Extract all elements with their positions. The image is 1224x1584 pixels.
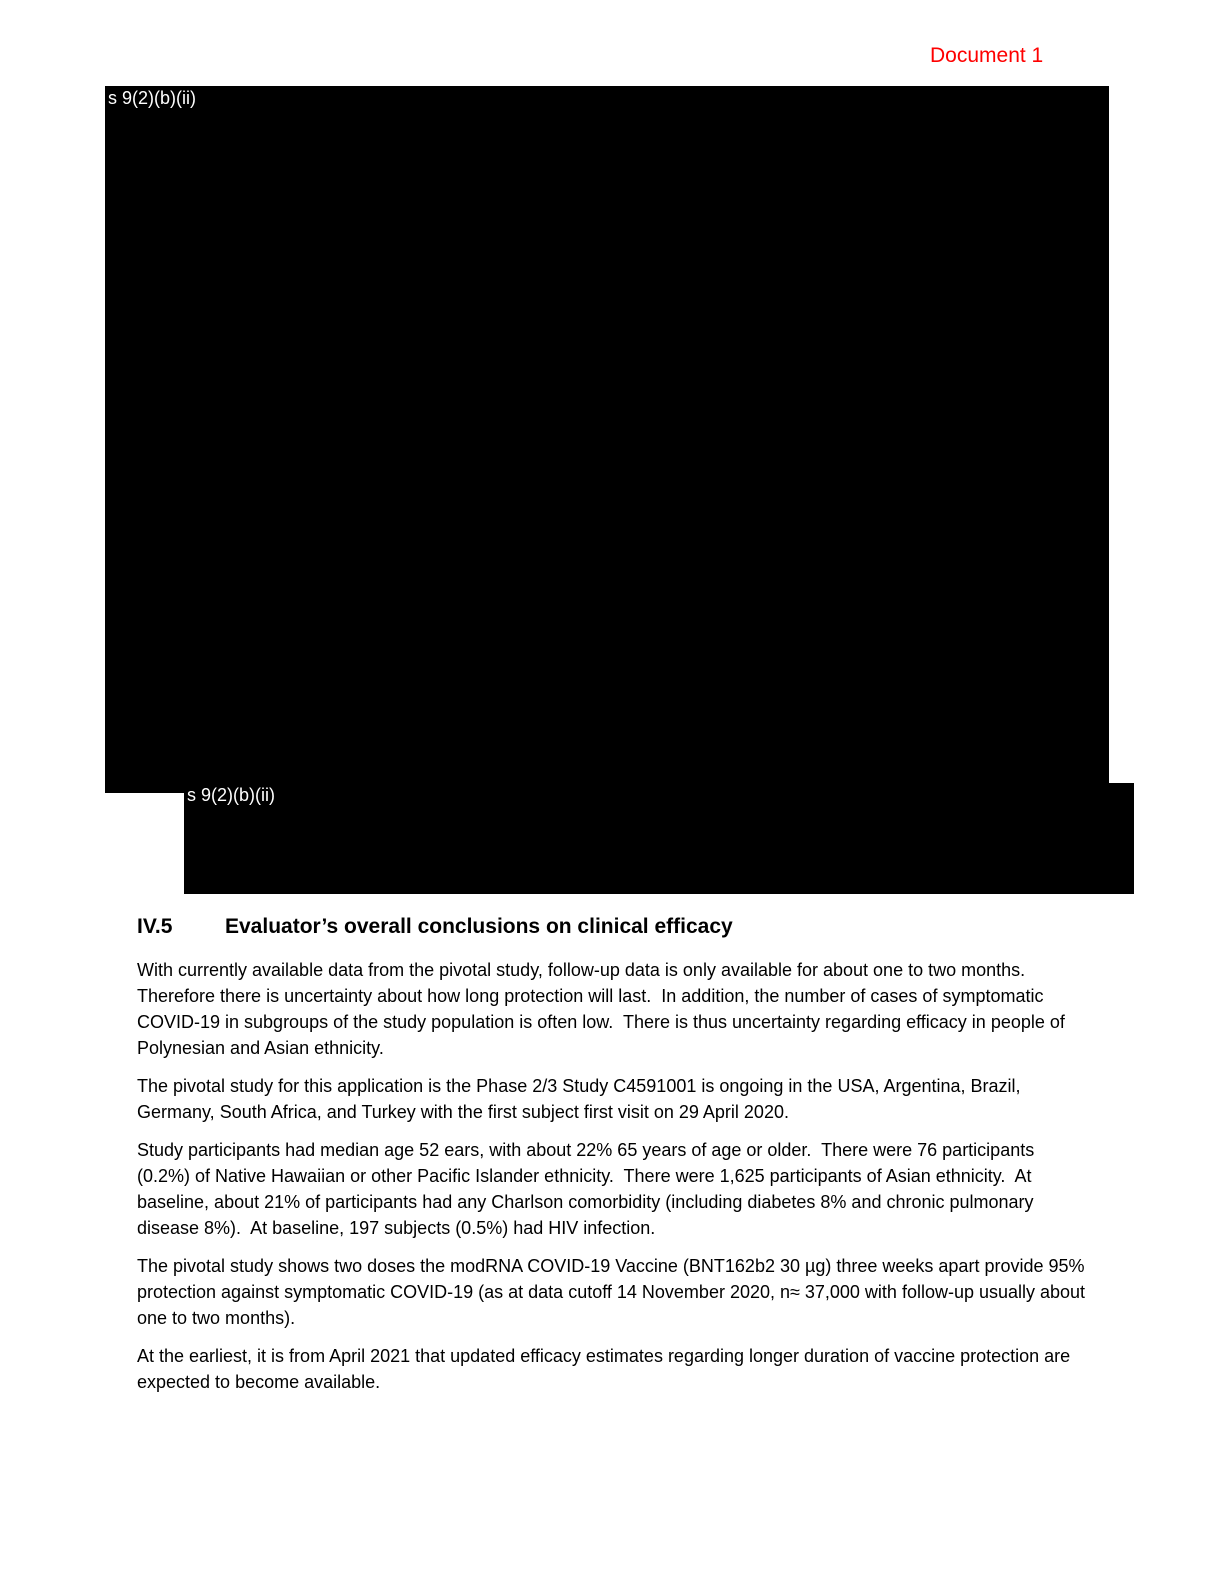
redaction-box-1	[105, 86, 1109, 793]
paragraph-updated-estimates: At the earliest, it is from April 2021 that updated efficacy estimates regarding longer duration of vaccine protection are expected to become available.	[137, 1346, 1076, 1392]
document-body	[137, 915, 1089, 1407]
section-title: Evaluator’s overall conclusions on clinical efficacy	[225, 915, 733, 938]
section-number: IV.5	[137, 915, 173, 938]
paragraph-pivotal-study-countries: The pivotal study for this application is the Phase 2/3 Study C4591001 is ongoing in the USA, Argentina, Brazil, Germany, South Africa, and Turkey with the first subject first visit on 29 April 2020.	[137, 1076, 1026, 1122]
redaction-box-2	[184, 783, 1134, 894]
paragraph-efficacy-result: The pivotal study shows two doses the modRNA COVID-19 Vaccine (BNT162b2 30 µg) three weeks apart provide 95% protection against symptomatic COVID-19 (as at data cutoff 14 November 2020, n≈ 37,000 with follow-up usually about one to two months).	[137, 1256, 1091, 1328]
section-heading	[137, 915, 1089, 939]
redaction-exemption-label-2: s 9(2)(b)(ii)	[187, 785, 275, 805]
paragraph-participant-demographics: Study participants had median age 52 ears, with about 22% 65 years of age or older. There were 76 participants (0.2%) of Native Hawaiian or other Pacific Islander ethnicity. There were 1,625 participants of Asian ethnicity. At baseline, about 21% of participants had any Charlson comorbidity (including diabetes 8% and chronic pulmonary disease 8%). At baseline, 197 subjects (0.5%) had HIV infection.	[137, 1140, 1040, 1238]
redaction-exemption-label-1: s 9(2)(b)(ii)	[108, 88, 196, 108]
paragraph-follow-up-uncertainty: With currently available data from the pivotal study, follow-up data is only available for about one to two months. Therefore there is uncertainty about how long protection will last. In addition, the number of cases of symptomatic COVID-19 in subgroups of the study population is often low. There is thus uncertainty regarding efficacy in people of Polynesian and Asian ethnicity.	[137, 960, 1070, 1058]
document-number-label: Document 1	[930, 44, 1044, 67]
